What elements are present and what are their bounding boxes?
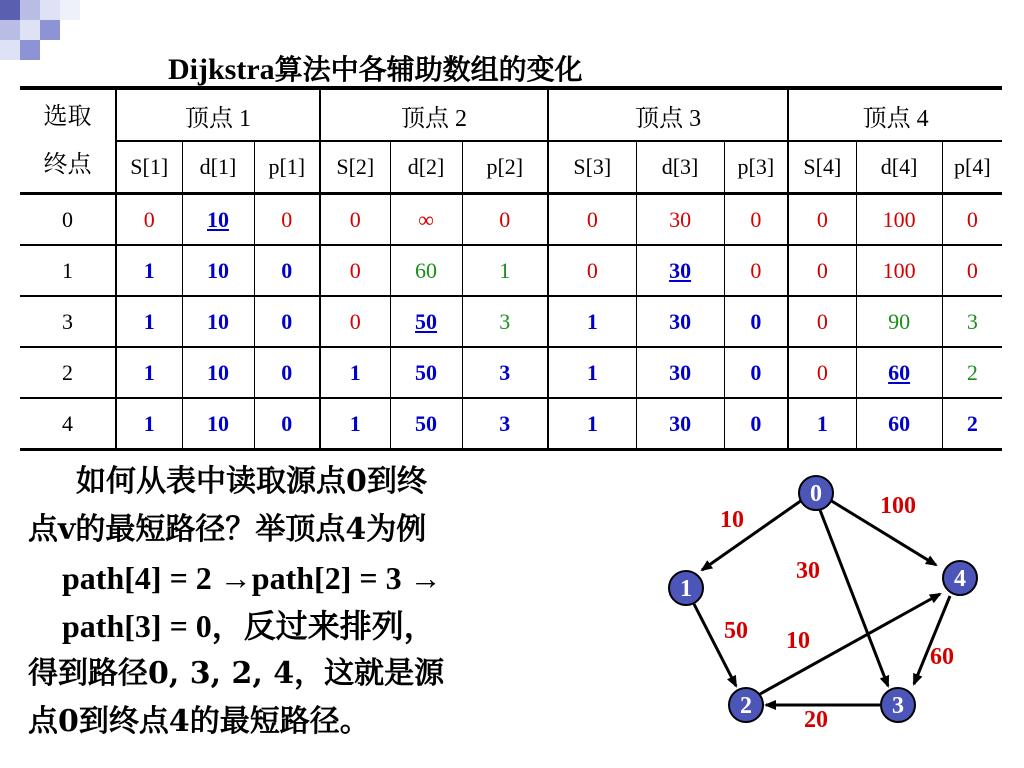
node-0: [799, 476, 833, 510]
edge-label-0-1: 10: [720, 507, 744, 533]
cell-value: 0: [281, 410, 293, 436]
edge-label-4-3: 60: [930, 644, 954, 670]
node-4-label: 4: [954, 566, 966, 592]
table-cell: [462, 245, 548, 296]
table-cell: [390, 194, 462, 246]
table-cell: [942, 296, 1002, 347]
table-cell: [320, 347, 390, 398]
cell-value: 10: [207, 359, 229, 385]
node-1-label: 1: [680, 576, 692, 602]
cell-value: 2: [966, 410, 978, 436]
dijkstra-table: [20, 90, 1002, 451]
cell-value: 0: [750, 308, 762, 334]
edge-label-1-2: 50: [724, 618, 748, 644]
node-4: [943, 561, 977, 595]
title-suffix: 算法中各辅助数组的变化: [274, 53, 583, 86]
cell-value: 1: [586, 308, 598, 334]
cell-value: 30: [669, 257, 692, 283]
group-header-2: 顶点 2: [320, 90, 548, 141]
cell-value: 10: [207, 410, 229, 436]
cell-value: 1: [143, 308, 155, 334]
cell-value: 1: [349, 359, 361, 385]
table-cell: [116, 398, 182, 450]
table-cell: [182, 194, 254, 246]
explanation-line-3: path[4] = 2 →path[2] = 3 →: [62, 560, 442, 596]
table-cell: [548, 296, 636, 347]
subheader-cell: p[3]: [724, 141, 788, 194]
table-cell: [548, 194, 636, 246]
cell-value: 50: [415, 359, 438, 385]
table-cell: [942, 245, 1002, 296]
cell-value: 3: [966, 308, 978, 334]
table-cell: [724, 347, 788, 398]
cell-value: 0: [586, 206, 598, 232]
cell-value: 60: [888, 359, 911, 385]
cell-value: 60: [415, 257, 438, 283]
table-row: [20, 194, 1002, 246]
cell-value: 0: [750, 410, 762, 436]
table-cell: [182, 347, 254, 398]
table-cell: [320, 245, 390, 296]
cell-value: 3: [499, 308, 511, 334]
table-cell: [856, 296, 942, 347]
subheader-cell: S[1]: [116, 141, 182, 194]
table-cell: [548, 245, 636, 296]
explanation-line-4: path[3] = 0，反过来排列，: [62, 608, 436, 644]
cell-value: 30: [669, 308, 692, 334]
select-header-line2: 终点: [43, 152, 92, 178]
row-select-cell: 1: [20, 245, 116, 296]
cell-value: 90: [888, 308, 911, 334]
table-cell: [390, 296, 462, 347]
edge-4-3: [914, 596, 950, 684]
table-cell: [254, 398, 320, 450]
edge-0-1: [702, 500, 802, 570]
table-row: [20, 296, 1002, 347]
node-3: [881, 688, 915, 722]
cell-value: 0: [816, 206, 828, 232]
select-header: [20, 90, 116, 194]
cell-value: 0: [816, 308, 828, 334]
cell-value: 10: [207, 257, 229, 283]
cell-value: 1: [143, 257, 155, 283]
cell-value: 0: [281, 206, 293, 232]
cell-value: 1: [143, 410, 155, 436]
subheader-cell: p[2]: [462, 141, 548, 194]
cell-value: 1: [499, 257, 511, 283]
table-cell: [116, 347, 182, 398]
cell-value: 3: [499, 359, 511, 385]
table-row: [20, 398, 1002, 450]
table-cell: [788, 296, 856, 347]
table-cell: [636, 347, 724, 398]
table-row: [20, 347, 1002, 398]
cell-value: 0: [816, 359, 828, 385]
cell-value: 0: [966, 206, 978, 232]
table-cell: [462, 398, 548, 450]
table-cell: [636, 296, 724, 347]
edge-1-2: [694, 604, 736, 686]
cell-value: 100: [882, 206, 916, 232]
table-cell: [254, 296, 320, 347]
table-cell: [548, 347, 636, 398]
table-cell: [254, 347, 320, 398]
cell-value: ∞: [418, 206, 434, 232]
table-cell: [390, 398, 462, 450]
cell-value: 0: [349, 308, 361, 334]
explanation-line-1: 如何从表中读取源点0到终: [76, 464, 427, 499]
subheader-cell: d[1]: [182, 141, 254, 194]
table-cell: [462, 347, 548, 398]
subheader-cell: p[4]: [942, 141, 1002, 194]
table-cell: [636, 398, 724, 450]
table-cell: [254, 245, 320, 296]
group-header-1: 顶点 1: [116, 90, 320, 141]
table-cell: [548, 398, 636, 450]
cell-value: 1: [816, 410, 828, 436]
table-cell: [942, 398, 1002, 450]
subheader-cell: d[2]: [390, 141, 462, 194]
cell-value: 0: [349, 206, 361, 232]
table-cell: [390, 347, 462, 398]
subheader-cell: d[4]: [856, 141, 942, 194]
cell-value: 0: [750, 206, 762, 232]
row-select-cell: 2: [20, 347, 116, 398]
subheader-cell: S[4]: [788, 141, 856, 194]
explanation-line-5: 得到路径0, 3, 2, 4，这就是源: [28, 656, 445, 691]
table-cell: [788, 398, 856, 450]
table-cell: [320, 398, 390, 450]
row-select-cell: 0: [20, 194, 116, 246]
explanation-text: [28, 458, 628, 746]
cell-value: 0: [750, 359, 762, 385]
explanation-line-2: 点v的最短路径？举顶点4为例: [28, 512, 427, 547]
cell-value: 1: [349, 410, 361, 436]
node-2: [729, 688, 763, 722]
cell-value: 50: [415, 308, 438, 334]
table-cell: [320, 194, 390, 246]
subheader-cell: S[2]: [320, 141, 390, 194]
cell-value: 1: [586, 410, 598, 436]
cell-value: 100: [882, 257, 916, 283]
cell-value: 2: [966, 359, 978, 385]
table-cell: [724, 245, 788, 296]
table-cell: [724, 194, 788, 246]
subheader-cell: d[3]: [636, 141, 724, 194]
table-cell: [462, 296, 548, 347]
table-cell: [390, 245, 462, 296]
subheader-cell: p[1]: [254, 141, 320, 194]
row-select-cell: 3: [20, 296, 116, 347]
cell-value: 10: [207, 308, 229, 334]
table-cell: [788, 245, 856, 296]
select-header-line1: 选取: [43, 104, 92, 130]
node-0-label: 0: [810, 481, 822, 507]
cell-value: 0: [816, 257, 828, 283]
edge-label-2-4: 10: [786, 628, 810, 654]
group-header-3: 顶点 3: [548, 90, 788, 141]
cell-value: 0: [966, 257, 978, 283]
cell-value: 30: [669, 410, 692, 436]
table-cell: [462, 194, 548, 246]
cell-value: 10: [207, 206, 229, 232]
subheader-cell: S[3]: [548, 141, 636, 194]
table-cell: [788, 347, 856, 398]
node-1: [669, 571, 703, 605]
edge-0-3: [820, 510, 888, 686]
cell-value: 0: [349, 257, 361, 283]
table-cell: [116, 245, 182, 296]
table-row: [20, 245, 1002, 296]
cell-value: 0: [143, 206, 155, 232]
cell-value: 0: [499, 206, 511, 232]
cell-value: 0: [281, 359, 293, 385]
table-cell: [182, 296, 254, 347]
table-cell: [182, 245, 254, 296]
table-cell: [856, 347, 942, 398]
table-cell: [254, 194, 320, 246]
explanation-line-6: 点0到终点4的最短路径。: [28, 704, 370, 739]
table-cell: [636, 194, 724, 246]
edge-label-0-3: 30: [796, 558, 820, 584]
table-cell: [116, 296, 182, 347]
cell-value: 1: [586, 359, 598, 385]
table-cell: [942, 194, 1002, 246]
table-cell: [724, 398, 788, 450]
table-cell: [856, 398, 942, 450]
row-select-cell: 4: [20, 398, 116, 450]
cell-value: 3: [499, 410, 511, 436]
table-cell: [856, 194, 942, 246]
title-prefix: Dijkstra: [168, 53, 275, 86]
table-cell: [116, 194, 182, 246]
group-header-4: 顶点 4: [788, 90, 1002, 141]
cell-value: 30: [669, 206, 692, 232]
table-cell: [724, 296, 788, 347]
table-cell: [320, 296, 390, 347]
cell-value: 50: [415, 410, 438, 436]
cell-value: 0: [586, 257, 598, 283]
graph-diagram: [640, 460, 1000, 760]
edge-label-0-4: 100: [880, 493, 916, 519]
cell-value: 0: [281, 257, 293, 283]
table-cell: [636, 245, 724, 296]
node-3-label: 3: [892, 693, 904, 719]
cell-value: 1: [143, 359, 155, 385]
node-2-label: 2: [740, 693, 752, 719]
cell-value: 0: [281, 308, 293, 334]
cell-value: 0: [750, 257, 762, 283]
table-cell: [788, 194, 856, 246]
table-cell: [942, 347, 1002, 398]
cell-value: 60: [888, 410, 911, 436]
table-cell: [182, 398, 254, 450]
table-cell: [856, 245, 942, 296]
edge-label-3-2: 20: [804, 707, 828, 733]
page-title: [168, 48, 583, 88]
cell-value: 30: [669, 359, 692, 385]
